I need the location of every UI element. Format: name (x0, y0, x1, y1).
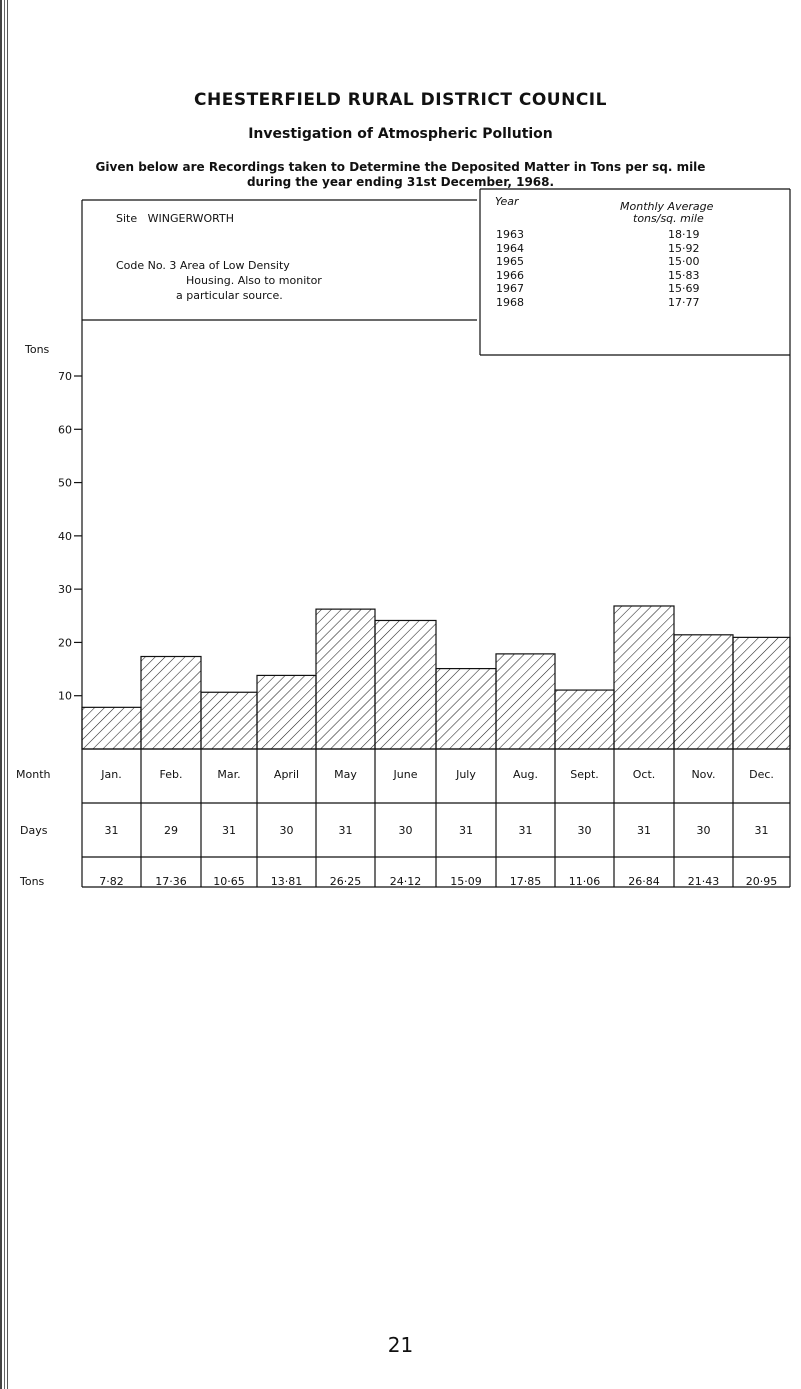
bar-aug (496, 654, 555, 749)
days-cell: 31 (338, 824, 353, 837)
days-cell: 30 (398, 824, 413, 837)
avg-row-year: 1964 (496, 241, 524, 255)
tons-cell: 13·81 (270, 875, 303, 888)
month-cell: April (273, 768, 300, 781)
bar-june (375, 620, 436, 749)
y-tick-label: 50 (58, 476, 72, 490)
days-cell: 31 (754, 824, 769, 837)
month-cell: Dec. (749, 768, 774, 781)
avg-row-value: 15·92 (668, 241, 700, 255)
days-cell: 31 (518, 824, 533, 837)
page-subtitle: Investigation of Atmospheric Pollution (248, 126, 553, 142)
y-tick-label: 30 (58, 583, 72, 597)
tons-cell: 17·85 (509, 875, 542, 888)
year-header: Year (495, 195, 519, 208)
bar-april (257, 675, 316, 749)
site-name: WINGERWORTH (147, 212, 235, 225)
days-cell: 31 (222, 824, 236, 837)
tons-cell: 20·95 (745, 875, 778, 888)
month-row-label: Month (16, 768, 51, 781)
avg-row-year: 1968 (496, 296, 524, 309)
avg-row-year: 1967 (496, 282, 524, 296)
intro-line-1: Given below are Recordings taken to Determine the Deposited Matter in Tons per sq. mile (95, 160, 706, 174)
tons-cell: 11·06 (568, 875, 601, 888)
days-row-label: Days (20, 824, 48, 837)
y-tick-label: 20 (58, 636, 72, 650)
month-cell: Nov. (691, 768, 716, 781)
intro-line-2: during the year ending 31st December, 1968. (246, 175, 555, 189)
page-number: 21 (387, 1333, 414, 1357)
bar-oct (614, 606, 674, 749)
avg-row-value: 17·77 (668, 296, 700, 309)
days-cell: 31 (459, 824, 473, 837)
site-label-text: Site (116, 212, 138, 225)
bar-sept (555, 690, 614, 749)
month-cell: July (456, 768, 476, 781)
month-cell: Aug. (513, 768, 538, 781)
page-title: CHESTERFIELD RURAL DISTRICT COUNCIL (194, 90, 607, 110)
avg-header-2: tons/sq. mile (633, 212, 704, 225)
y-tick-label: 70 (58, 370, 72, 383)
tons-cell: 21·43 (687, 875, 720, 888)
avg-row-value: 15·83 (668, 268, 700, 282)
days-cell: 30 (577, 824, 592, 837)
avg-row-year: 1966 (496, 268, 524, 282)
site-desc-line-2: Housing. Also to monitor (186, 274, 322, 287)
days-cell: 31 (104, 824, 119, 837)
month-cell: Feb. (159, 768, 183, 781)
site-code-line: Code No. 3 Area of Low Density (116, 259, 290, 272)
bars-group (82, 606, 790, 749)
tons-cell: 17·36 (155, 875, 187, 888)
y-tick-label: 40 (58, 529, 72, 543)
avg-row-year: 1965 (496, 255, 524, 269)
month-cell: Mar. (217, 768, 241, 781)
bar-may (316, 609, 375, 749)
site-desc-line-3: a particular source. (176, 289, 283, 302)
avg-row-value: 18·19 (668, 228, 700, 241)
bar-dec (733, 637, 790, 749)
days-cell: 30 (696, 824, 711, 837)
y-axis (58, 370, 82, 703)
avg-header-1: Monthly Average (620, 200, 714, 213)
month-cell: Sept. (570, 768, 599, 781)
y-tick-label: 60 (58, 423, 72, 437)
month-cell: May (334, 768, 357, 781)
bar-jan (82, 707, 141, 749)
site-label (116, 212, 234, 226)
tons-cell: 15·09 (450, 875, 482, 888)
days-cell: 31 (637, 824, 651, 837)
bar-nov (674, 635, 733, 749)
bar-feb (141, 656, 201, 749)
bar-july (436, 669, 496, 749)
bar-mar (201, 692, 257, 749)
tons-axis-label: Tons (25, 343, 50, 356)
y-tick-label: 10 (58, 689, 72, 703)
tons-cell: 7·82 (99, 875, 124, 888)
tons-cell: 24·12 (389, 875, 422, 888)
days-cell: 30 (279, 824, 294, 837)
month-cell: Jan. (101, 768, 122, 781)
month-cell: Oct. (632, 768, 656, 781)
avg-row-value: 15·69 (668, 282, 700, 296)
avg-row-value: 15·00 (668, 255, 700, 269)
tons-cell: 26·25 (329, 875, 362, 888)
tons-cell: 26·84 (628, 875, 660, 888)
tons-cell: 10·65 (213, 875, 245, 888)
days-cell: 29 (164, 824, 178, 837)
tons-row-label: Tons (20, 875, 45, 888)
avg-row-year: 1963 (496, 228, 524, 241)
month-cell: June (393, 768, 418, 781)
